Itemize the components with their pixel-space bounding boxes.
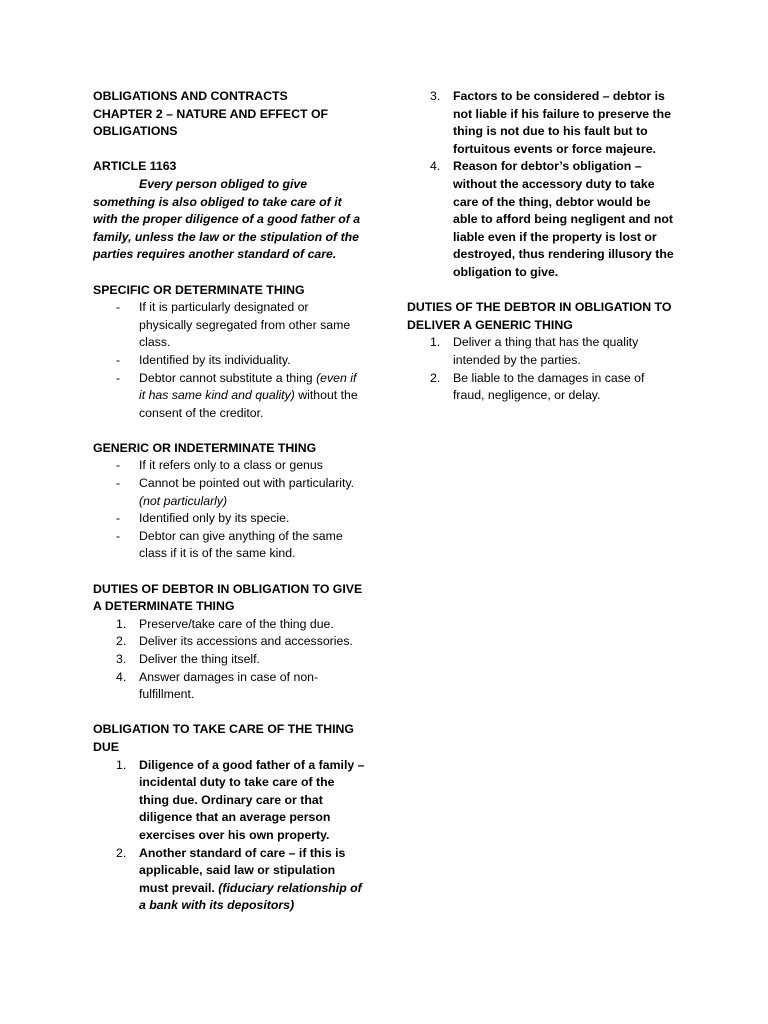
take-care-heading: OBLIGATION TO TAKE CARE OF THE THING DUE	[93, 722, 354, 754]
chapter-title: CHAPTER 2 – NATURE AND EFFECT OF OBLIGATIONS	[93, 106, 329, 139]
list-item: - If it is particularly designated or physically segregated from other same class.	[116, 300, 351, 350]
article-text: Every person obliged to give something is also obliged to take care of it with the proper diligence of a good father of a family, unless the law or the stipulation of the parties requires another standard of care.	[93, 176, 361, 262]
list-item: 1. Preserve/take care of the thing due.	[116, 616, 334, 631]
list-item: - Identified by its individuality.	[116, 352, 291, 367]
article-heading: ARTICLE 1163	[93, 159, 177, 174]
generic-thing-list	[93, 457, 365, 563]
take-care-list	[93, 757, 365, 915]
specific-thing-heading: SPECIFIC OR DETERMINATE THING	[93, 282, 305, 297]
list-item: 4. Reason for debtor’s obligation – without the accessory duty to take care of the thing, debtor would be able to afford being negligent and not liable even if the property is lost or destroyed, thus rendering illusory the obligation to give.	[430, 159, 674, 279]
duties-generic-list	[407, 334, 677, 404]
left-column	[93, 88, 365, 915]
right-column	[407, 88, 677, 405]
duties-generic-heading: DUTIES OF THE DEBTOR IN OBLIGATION TO DELIVER A GENERIC THING	[407, 300, 672, 332]
list-item: 1. Diligence of a good father of a family – incidental duty to take care of the thing due. Ordinary care or that diligence that an average person exercises over his own property.	[116, 757, 365, 842]
list-item: 2. Another standard of care – if this is applicable, said law or stipulation must prevail. (fiduciary relationship of a bank with its depositors)	[116, 845, 362, 913]
list-item: - Debtor can give anything of the same class if it is of the same kind.	[116, 528, 343, 561]
list-item: 2. Deliver its accessions and accessories.	[116, 634, 353, 649]
list-item: 3. Factors to be considered – debtor is not liable if his failure to preserve the thing is not due to his fault but to fortuitous events or force majeure.	[430, 89, 671, 156]
duties-determinate-list	[93, 616, 365, 704]
take-care-list-continued	[407, 88, 677, 282]
list-item: 4. Answer damages in case of non-fulfillment.	[116, 669, 319, 702]
list-item: - If it refers only to a class or genus	[116, 458, 323, 473]
list-item: - Identified only by its specie.	[116, 511, 290, 526]
document-title: OBLIGATIONS AND CONTRACTS	[93, 89, 288, 103]
list-item: 2. Be liable to the damages in case of fraud, negligence, or delay.	[430, 370, 645, 403]
generic-thing-heading: GENERIC OR INDETERMINATE THING	[93, 440, 317, 455]
specific-thing-list	[93, 299, 365, 422]
duties-determinate-heading: DUTIES OF DEBTOR IN OBLIGATION TO GIVE A DETERMINATE THING	[93, 581, 363, 614]
list-item: - Debtor cannot substitute a thing (even if it has same kind and quality) without the consent of the creditor.	[116, 370, 358, 420]
list-item: 3. Deliver the thing itself.	[116, 652, 260, 666]
list-item: 1. Deliver a thing that has the quality intended by the parties.	[430, 335, 639, 367]
list-item: - Cannot be pointed out with particularity. (not particularly)	[116, 476, 355, 508]
